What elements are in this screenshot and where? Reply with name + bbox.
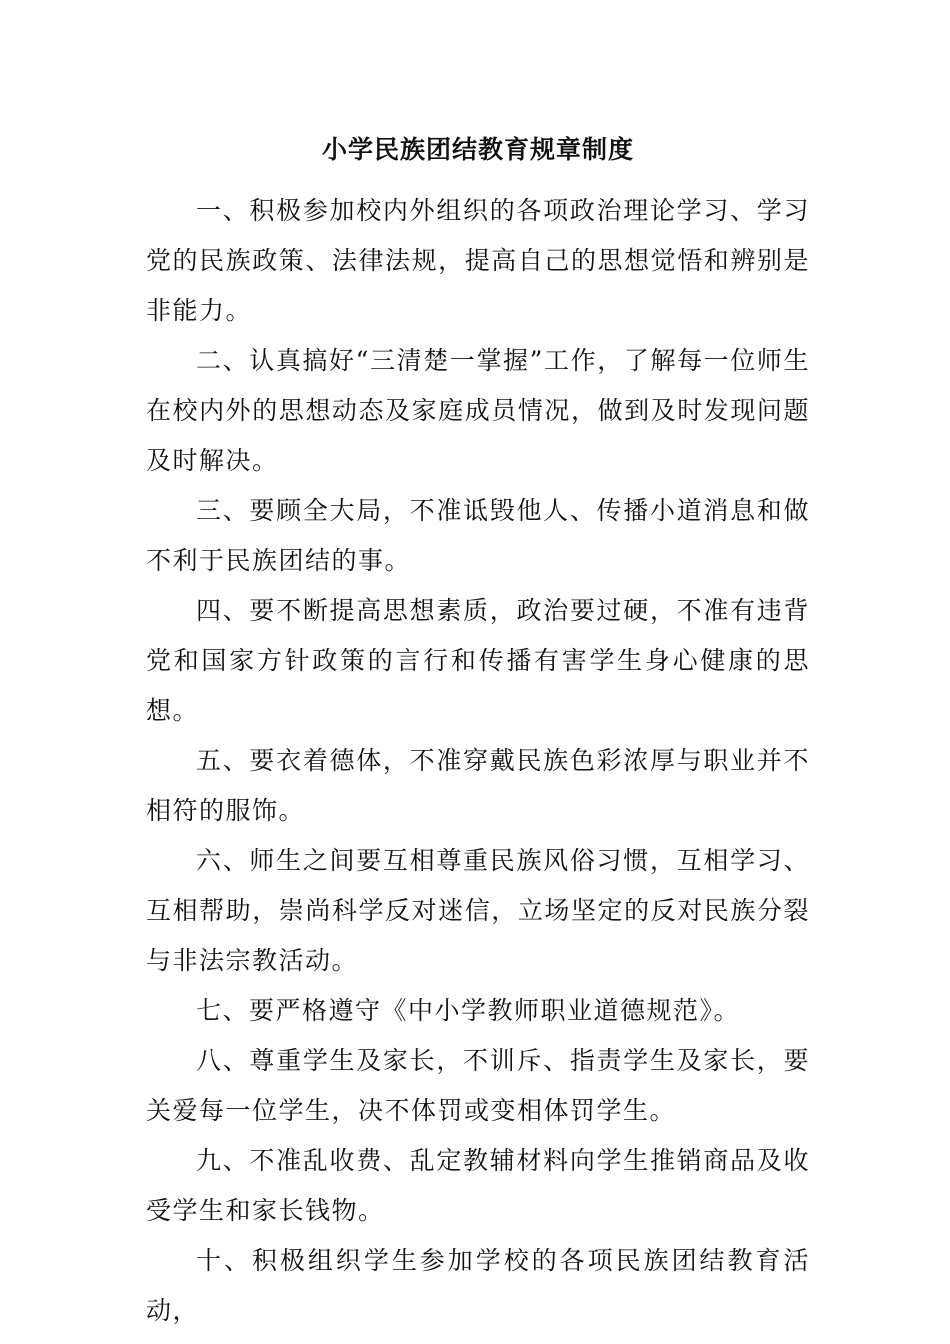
document-title: 小学民族团结教育规章制度 — [321, 135, 634, 164]
regulation-item-1: 一、积极参加校内外组织的各项政治理论学习、学习党的民族政策、法律法规，提高自己的思想觉悟和辨别是非能力。 — [146, 196, 810, 325]
regulation-item-7: 七、要严格遵守《中小学教师职业道德规范》。 — [196, 996, 741, 1025]
document-body — [146, 132, 810, 1336]
regulation-item-5: 五、要衣着德体，不准穿戴民族色彩浓厚与职业并不相符的服饰。 — [146, 746, 810, 825]
regulation-item-9: 九、不准乱收费、乱定教辅材料向学生推销商品及收受学生和家长钱物。 — [146, 1146, 810, 1225]
regulation-item-6: 六、师生之间要互相尊重民族风俗习惯，互相学习、互相帮助，崇尚科学反对迷信，立场坚定的反对民族分裂与非法宗教活动。 — [146, 846, 810, 975]
regulation-item-2: 二、认真搞好“三清楚一掌握”工作，了解每一位师生在校内外的思想动态及家庭成员情况，做到及时发现问题及时解决。 — [146, 346, 810, 475]
regulation-item-8: 八、尊重学生及家长，不训斥、指责学生及家长，要关爱每一位学生，决不体罚或变相体罚学生。 — [146, 1046, 810, 1125]
regulation-item-4: 四、要不断提高思想素质，政治要过硬，不准有违背党和国家方针政策的言行和传播有害学生身心健康的思想。 — [146, 596, 810, 725]
regulation-item-3: 三、要顾全大局，不准诋毁他人、传播小道消息和做不利于民族团结的事。 — [146, 496, 810, 575]
regulation-item-10: 十、积极组织学生参加学校的各项民族团结教育活动， — [146, 1246, 810, 1325]
